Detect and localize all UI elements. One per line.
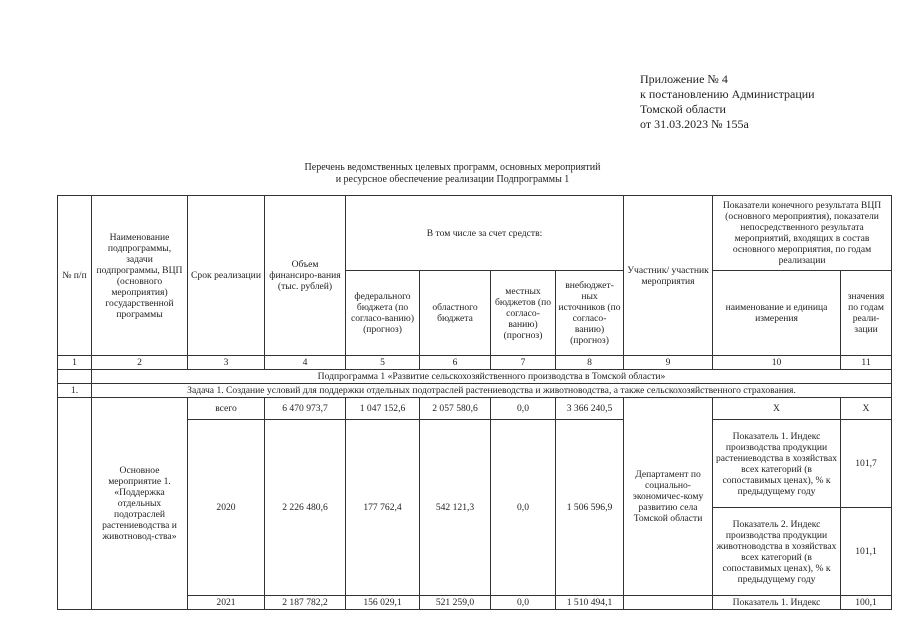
col-number: 5	[346, 356, 420, 370]
col-number: 9	[624, 356, 713, 370]
document-title	[260, 162, 645, 186]
offbudget-cell: 1 506 596,9	[556, 420, 624, 596]
indicator-name-cell: Показатель 1. Индекс производства продукции растениеводства в хозяйствах всех категорий (в сопоставимых ценах), % к предыдущему году	[713, 420, 841, 508]
regional-cell: 2 057 580,6	[420, 398, 491, 420]
subprogram-num-cell	[58, 370, 92, 384]
col-number: 7	[491, 356, 556, 370]
header-federal: федерального бюджета (по согласо-ванию) (прогноз)	[346, 271, 420, 356]
col-number: 1	[58, 356, 92, 370]
task-title: Задача 1. Создание условий для поддержки отдельных подотраслей растениеводства и животноводства, а также сельскохозяйственного страхования.	[92, 384, 892, 398]
appendix-block	[640, 72, 815, 132]
appendix-line: к постановлению Администрации	[640, 87, 815, 101]
term-cell: 2020	[188, 420, 265, 596]
title-line-2: и ресурсное обеспечение реализации Подпрограммы 1	[335, 174, 570, 185]
appendix-line: от 31.03.2023 № 155а	[640, 117, 749, 131]
header-results: Показатели конечного результата ВЦП (основного мероприятия), показатели непосредственного результата мероприятий, входящих в состав основного мероприятия, по годам реализации	[713, 196, 892, 271]
appendix-line: Томской области	[640, 102, 726, 116]
federal-cell: 156 029,1	[346, 596, 420, 610]
header-volume: Объем финансиро-вания (тыс. рублей)	[265, 196, 346, 356]
term-cell: всего	[188, 398, 265, 420]
subprogram-title: Подпрограмма 1 «Развитие сельскохозяйственного производства в Томской области»	[92, 370, 892, 384]
indicator-name-cell: Х	[713, 398, 841, 420]
header-indicator-name: наименование и единица измерения	[713, 271, 841, 356]
local-cell: 0,0	[491, 398, 556, 420]
volume-cell: 2 226 480,6	[265, 420, 346, 596]
local-cell: 0,0	[491, 420, 556, 596]
regional-cell: 542 121,3	[420, 420, 491, 596]
header-num: № п/п	[58, 196, 92, 356]
header-offbudget: внебюджет-ных источников (по согласо-ванию) (прогноз)	[556, 271, 624, 356]
regional-cell: 521 259,0	[420, 596, 491, 610]
indicator-value-cell: 100,1	[841, 596, 892, 610]
col-number: 10	[713, 356, 841, 370]
indicator-value-cell: Х	[841, 398, 892, 420]
indicator-value-cell: 101,7	[841, 420, 892, 508]
indicator-value-cell: 101,1	[841, 508, 892, 596]
col-number: 8	[556, 356, 624, 370]
header-term: Срок реализации	[188, 196, 265, 356]
programs-table	[57, 195, 892, 610]
activity-num-cell	[58, 398, 92, 610]
col-number: 2	[92, 356, 188, 370]
volume-cell: 2 187 782,2	[265, 596, 346, 610]
participant-cell	[624, 596, 713, 610]
header-participant: Участник/ участник мероприятия	[624, 196, 713, 356]
term-cell: 2021	[188, 596, 265, 610]
subprogram-row	[58, 370, 892, 384]
header-name: Наименование подпрограммы, задачи подпрограммы, ВЦП (основного мероприятия) государственной программы	[92, 196, 188, 356]
appendix-line: Приложение № 4	[640, 72, 728, 86]
header-sources: В том числе за счет средств:	[346, 196, 624, 271]
task-num: 1.	[58, 384, 92, 398]
activity-name: Основное мероприятие 1. «Поддержка отдельных подотраслей растениеводства и животновод-ства»	[92, 398, 188, 610]
header-local: местных бюджетов (по согласо-ванию) (прогноз)	[491, 271, 556, 356]
table-row	[58, 398, 892, 420]
col-number: 4	[265, 356, 346, 370]
volume-cell: 6 470 973,7	[265, 398, 346, 420]
col-number: 3	[188, 356, 265, 370]
indicator-name-cell: Показатель 2. Индекс производства продукции животноводства в хозяйствах всех категорий (в сопоставимых ценах), % к предыдущему году	[713, 508, 841, 596]
offbudget-cell: 1 510 494,1	[556, 596, 624, 610]
col-number: 6	[420, 356, 491, 370]
federal-cell: 1 047 152,6	[346, 398, 420, 420]
header-regional: областного бюджета	[420, 271, 491, 356]
col-number: 11	[841, 356, 892, 370]
offbudget-cell: 3 366 240,5	[556, 398, 624, 420]
task-row	[58, 384, 892, 398]
federal-cell: 177 762,4	[346, 420, 420, 596]
title-line-1: Перечень ведомственных целевых программ, основных мероприятий	[304, 162, 601, 173]
column-numbers-row	[58, 356, 892, 370]
local-cell: 0,0	[491, 596, 556, 610]
header-indicator-values: значения по годам реали-зации	[841, 271, 892, 356]
indicator-name-cell: Показатель 1. Индекс	[713, 596, 841, 610]
participant-cell: Департамент по социально-экономичес-кому развитию села Томской области	[624, 398, 713, 596]
